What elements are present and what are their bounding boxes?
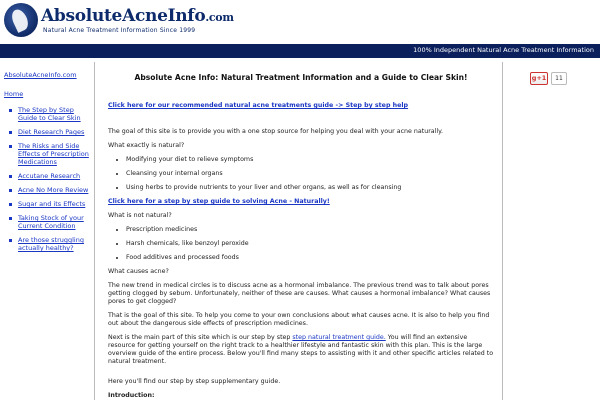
goal-paragraph: The goal of this site is to provide you with a one stop source for helping you deal with your acne naturally. [108, 128, 443, 135]
main-content [100, 62, 503, 400]
list-item: • Cleansing your internal organs [126, 170, 494, 178]
sidebar-item-risks: The Risks and Side Effects of Prescription Medications [4, 142, 94, 166]
recommended-guide-link[interactable]: Click here for our recommended natural acne treatments guide -> Step by step help [108, 102, 409, 109]
sidebar-list [4, 106, 94, 252]
top-banner-bar [0, 44, 600, 58]
site-header [0, 0, 600, 44]
social-share [530, 72, 567, 85]
what-causes-heading: What causes acne? [108, 268, 169, 275]
sidebar-nav [4, 62, 95, 400]
natural-list [108, 156, 494, 192]
sidebar-item-diet-research: Diet Research Pages [4, 128, 94, 136]
sidebar-home-link[interactable]: AbsoluteAcneInfo.com Home [4, 71, 77, 98]
share-count-badge: 11 [551, 72, 567, 85]
intro-heading: Introduction: [108, 392, 155, 399]
causes-paragraph: The new trend in medical circles is to discuss acne as a hormonal imbalance. The previous trend was to talk about pores getting clogged by sebum. Unfortunately, neither of these are causes. What causes a hormonal imbalance? What causes pores to get clogged? [108, 282, 491, 305]
list-item: • Harsh chemicals, like benzoyl peroxide [126, 240, 494, 248]
sidebar-item-accutane: Accutane Research [4, 172, 94, 180]
step-guide-link[interactable]: Click here for a step by step guide to solving Acne - Naturally! [108, 198, 330, 205]
list-item: • Prescription medicines [126, 226, 494, 234]
sidebar-item-struggling: Are those struggling actually healthy? [4, 236, 94, 252]
list-item: • Using herbs to provide nutrients to your liver and other organs, as well as for cleansing [126, 184, 494, 192]
treatment-guide-inline-link[interactable]: step natural treatment guide. [292, 334, 386, 341]
sidebar-item-sugar: Sugar and its Effects [4, 200, 94, 208]
site-logo[interactable] [4, 3, 234, 37]
page-title: Absolute Acne Info: Natural Treatment Information and a Guide to Clear Skin! [134, 73, 468, 82]
supplementary-paragraph: Here you'll find our step by step supplementary guide. [108, 378, 281, 385]
sidebar-item-taking-stock: Taking Stock of your Current Condition [4, 214, 94, 230]
list-item: • Food additives and processed foods [126, 254, 494, 262]
logo-title: AbsoluteAcneInfo.com [41, 5, 234, 26]
sidebar-item-acne-no-more: Acne No More Review [4, 186, 94, 194]
sidebar-item-step-guide: The Step by Step Guide to Clear Skin [4, 106, 94, 122]
what-natural-heading: What exactly is natural? [108, 142, 185, 149]
google-plus-button[interactable]: g+1 [530, 72, 548, 85]
what-not-natural-heading: What is not natural? [108, 212, 172, 219]
logo-tagline: Natural Acne Treatment Information Since 1999 [43, 26, 196, 34]
list-item: • Modifying your diet to relieve symptoms [126, 156, 494, 164]
not-natural-list [108, 226, 494, 262]
topbar-text: 100% Independent Natural Acne Treatment Information [413, 46, 594, 54]
logo-leaf-icon [4, 3, 38, 37]
next-paragraph: Next is the main part of this site which is our step by step step natural treatment guide. You will find an extensive resource for getting yourself on the right track to a healthier lifestyle and fantastic skin with this plan. This is the large overview guide of the entire process. Below you'll find many steps to assisting with it and other specific articles related to natural treatment. [108, 334, 494, 365]
goal2-paragraph: That is the goal of this site. To help you come to your own conclusions about what causes acne. It is also to help you find out about the dangerous side effects of prescription medicines. [108, 312, 490, 327]
